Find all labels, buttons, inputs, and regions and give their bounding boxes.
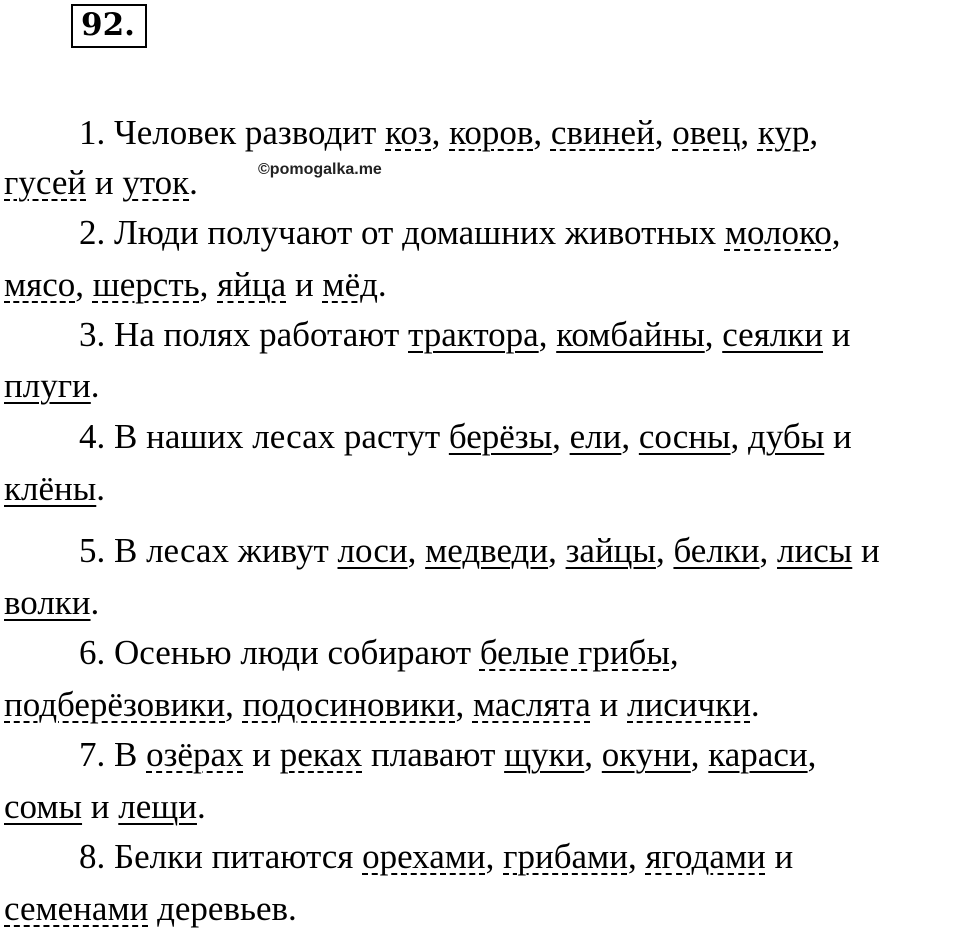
text-segment: и [286, 265, 323, 304]
dashed-underlined-word: лисички [627, 685, 751, 724]
text-segment: , [407, 531, 426, 570]
text-segment: , [621, 417, 639, 456]
text-segment: . [96, 469, 106, 508]
sentence-7-line-1 [79, 735, 960, 775]
underlined-word: сеялки [722, 315, 824, 354]
sentence-3-line-2 [4, 366, 954, 406]
text-segment: , [669, 633, 679, 672]
sentence-6-line-2 [4, 685, 954, 725]
underlined-word: плуги [4, 366, 91, 405]
text-segment: , [485, 837, 504, 876]
dashed-underlined-word: молоко [724, 213, 832, 252]
text-segment: , [455, 685, 473, 724]
text-segment: , [584, 735, 602, 774]
text-segment: , [225, 685, 243, 724]
underlined-word: окуни [601, 735, 691, 774]
dashed-underlined-word: подберёзовики [4, 685, 226, 724]
dashed-underlined-word: коров [449, 113, 534, 152]
dashed-underlined-word: мясо [4, 265, 76, 304]
dashed-underlined-word: гусей [4, 163, 87, 202]
task-number: 92. [81, 7, 135, 43]
underlined-word: берёзы [448, 417, 553, 456]
text-segment: . [750, 685, 760, 724]
dashed-underlined-word: свиней [550, 113, 655, 152]
text-segment: 6. Осенью люди собирают [79, 633, 480, 672]
underlined-word: медведи [425, 531, 549, 570]
underlined-word: лоси [337, 531, 408, 570]
underlined-word: караси [708, 735, 808, 774]
dashed-underlined-word: кур [757, 113, 810, 152]
sentence-7-line-2 [4, 787, 954, 827]
sentence-8-line-1 [79, 837, 960, 877]
watermark: ©pomogalka.me [258, 161, 382, 178]
sentence-2-line-1 [79, 213, 960, 253]
dashed-underlined-word: озёрах [146, 735, 244, 774]
text-segment: , [655, 531, 674, 570]
underlined-word: сомы [4, 787, 83, 826]
text-segment: 3. На полях работают [79, 315, 409, 354]
text-segment: . [90, 366, 100, 405]
dashed-underlined-word: реках [279, 735, 363, 774]
text-segment: и [243, 735, 280, 774]
text-segment: . [196, 787, 206, 826]
text-segment: , [654, 113, 673, 152]
text-segment: и [765, 837, 794, 876]
underlined-word: сосны [638, 417, 731, 456]
sentence-1-line-1 [79, 113, 960, 153]
text-segment: и [852, 531, 880, 570]
dashed-underlined-word: овец [672, 113, 741, 152]
sentence-3-line-1 [79, 315, 960, 355]
text-segment: и [823, 315, 851, 354]
text-segment: 5. В лесах живут [79, 531, 338, 570]
text-segment: , [740, 113, 758, 152]
dashed-underlined-word: маслята [472, 685, 591, 724]
underlined-word: зайцы [565, 531, 656, 570]
text-segment: . [90, 583, 100, 622]
dashed-underlined-word: ягодами [645, 837, 766, 876]
dashed-underlined-word: мёд [322, 265, 378, 304]
underlined-word: ели [569, 417, 622, 456]
sentence-8-line-2 [4, 889, 954, 929]
sentence-4-line-2 [4, 469, 954, 509]
underlined-word: лисы [777, 531, 853, 570]
text-segment: 8. Белки питаются [79, 837, 363, 876]
dashed-underlined-word: яйца [217, 265, 287, 304]
underlined-word: клёны [4, 469, 97, 508]
underlined-word: комбайны [556, 315, 705, 354]
text-segment: , [538, 315, 557, 354]
text-segment: , [690, 735, 709, 774]
text-segment: , [75, 265, 93, 304]
text-segment: . [189, 163, 198, 202]
text-segment: и [824, 417, 852, 456]
text-segment: , [431, 113, 450, 152]
underlined-word: лещи [118, 787, 197, 826]
text-segment: . [377, 265, 387, 304]
text-segment: , [807, 735, 817, 774]
dashed-underlined-word: коз [385, 113, 432, 152]
dashed-underlined-word: семенами [4, 889, 149, 928]
dashed-underlined-word: уток [122, 163, 190, 202]
text-segment: , [809, 113, 819, 152]
text-segment: , [730, 417, 749, 456]
text-segment: и [590, 685, 627, 724]
dashed-underlined-word: белые грибы [479, 633, 670, 672]
sentence-4-line-1 [79, 417, 960, 457]
text-segment: 4. В наших лесах растут [79, 417, 449, 456]
underlined-word: белки [673, 531, 760, 570]
text-segment: , [831, 213, 841, 252]
text-segment: , [627, 837, 646, 876]
text-segment: , [548, 531, 566, 570]
underlined-word: волки [4, 583, 91, 622]
sentence-5-line-1 [79, 531, 960, 571]
dashed-underlined-word: грибами [503, 837, 628, 876]
sentence-5-line-2 [4, 583, 954, 623]
dashed-underlined-word: шерсть [92, 265, 200, 304]
sentence-1-line-2 [4, 163, 954, 203]
dashed-underlined-word: подосиновики [242, 685, 456, 724]
text-segment: 7. В [79, 735, 147, 774]
text-segment: 1. Человек разводит [79, 113, 386, 152]
text-segment: , [552, 417, 570, 456]
text-segment: деревьев. [148, 889, 297, 928]
text-segment: 2. Люди получают от домашних животных [79, 213, 725, 252]
text-segment: , [759, 531, 778, 570]
text-segment: , [533, 113, 551, 152]
underlined-word: трактора [408, 315, 539, 354]
text-segment: и [86, 163, 123, 202]
dashed-underlined-word: орехами [362, 837, 486, 876]
text-segment: плавают [362, 735, 505, 774]
sentence-6-line-1 [79, 633, 960, 673]
underlined-word: дубы [748, 417, 825, 456]
text-segment: , [199, 265, 218, 304]
underlined-word: щуки [504, 735, 585, 774]
text-segment: и [82, 787, 119, 826]
sentence-2-line-2 [4, 265, 954, 305]
text-segment: , [704, 315, 723, 354]
